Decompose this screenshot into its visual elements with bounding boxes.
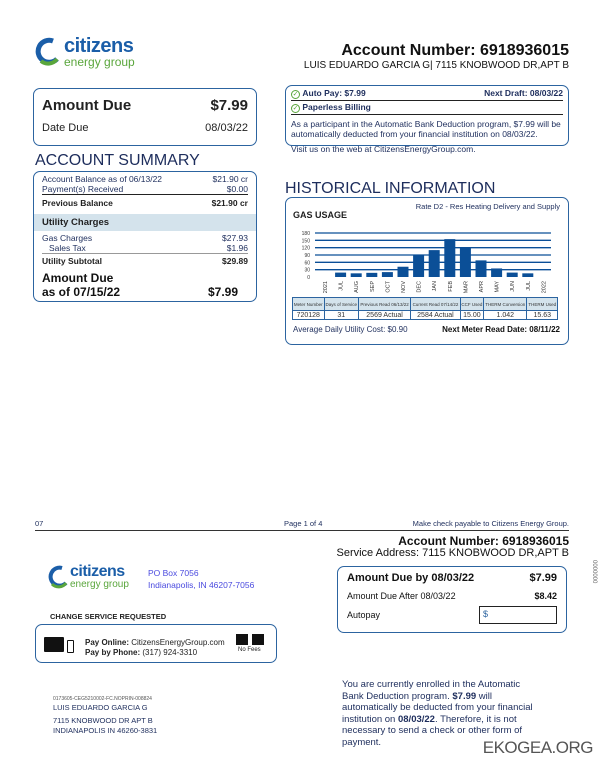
previous-balance-value: $21.90 cr	[211, 198, 248, 208]
table-header: THERM Used	[527, 298, 558, 311]
autopay-amount-input[interactable]: $	[479, 606, 557, 624]
table-cell: 720128	[293, 311, 325, 320]
bar-jul	[522, 273, 533, 277]
logo-sub: energy group	[70, 579, 129, 590]
bar-sep	[366, 273, 377, 277]
amount-due-value: $7.99	[210, 97, 248, 114]
x-tick-label: JAN	[432, 281, 439, 292]
x-tick-label: SEP	[369, 281, 376, 293]
no-fees: No Fees	[238, 647, 261, 653]
phone-icon	[67, 640, 74, 653]
next-meter-read: Next Meter Read Date: 08/11/22	[442, 325, 560, 334]
change-service: CHANGE SERVICE REQUESTED	[50, 612, 167, 621]
enroll-amount: $7.99	[452, 690, 477, 702]
gas-usage-title: GAS USAGE	[293, 210, 348, 220]
pay-info	[85, 638, 225, 658]
gas-charges-label: Gas Charges	[42, 233, 93, 243]
date-due-value: 08/03/22	[205, 122, 248, 134]
enroll-text: . Therefore, it is not necessary to send a check or other form of payment.	[342, 713, 523, 748]
table-cell: 15.63	[527, 311, 558, 320]
subtotal-label: Utility Subtotal	[42, 256, 102, 266]
bar-nov	[398, 267, 409, 277]
payable-note: Make check payable to Citizens Energy Group.	[412, 519, 569, 528]
bar-jan	[429, 250, 440, 277]
meter-table	[292, 297, 558, 320]
x-tick-label: JUN	[510, 281, 517, 292]
enroll-text: You are currently enrolled in the Automatic Bank Deduction program.	[342, 679, 521, 702]
pay-online-label: Pay Online:	[85, 638, 130, 647]
payments-label: Payment(s) Received	[42, 184, 124, 194]
avg-daily-cost: Average Daily Utility Cost: $0.90	[293, 325, 408, 334]
bar-mar	[460, 248, 471, 277]
previous-balance-label: Previous Balance	[42, 198, 113, 208]
due-after-value: $8.42	[534, 591, 557, 601]
rate-label: Rate D2 - Res Heating Delivery and Supply	[415, 202, 560, 211]
logo-mark-icon	[35, 37, 61, 67]
bar-apr	[476, 260, 487, 277]
address-name: LUIS EDUARDO GARCIA G	[53, 703, 148, 712]
amount-due-box	[33, 88, 257, 146]
date-due-label: Date Due	[42, 122, 89, 134]
po-box	[148, 567, 254, 591]
y-tick-label: 150	[301, 238, 310, 245]
x-tick-label: NOV	[401, 281, 407, 293]
bar-oct	[382, 272, 393, 277]
due-after-label: Amount Due After 08/03/22	[347, 591, 456, 601]
y-tick-label: 90	[304, 253, 310, 259]
x-tick-label: JUL	[338, 281, 345, 291]
sales-tax-label: Sales Tax	[49, 243, 86, 253]
y-tick-label: 0	[307, 275, 310, 281]
table-cell: 15.00	[460, 311, 483, 320]
table-cell: 1.042	[484, 311, 527, 320]
amount-due-date: as of 07/15/22	[42, 285, 121, 299]
table-header: Previous Read 06/13/22	[358, 298, 410, 311]
stub-logo	[48, 564, 129, 590]
x-tick-label: OCT	[385, 281, 392, 293]
x-tick-label: APR	[479, 281, 485, 293]
autopay-label: Auto Pay: $7.99	[302, 88, 366, 98]
address-city: INDIANAPOLIS IN 46260-3831	[53, 726, 158, 735]
logo-word: citizens	[70, 563, 125, 580]
mailing-address	[53, 703, 157, 736]
x-tick-label: 2021	[323, 281, 329, 294]
bar-aug	[351, 273, 362, 277]
balance-label: Account Balance as of 06/13/22	[42, 174, 163, 184]
customer-name-address: LUIS EDUARDO GARCIA G| 7115 KNOBWOOD DR,APT B	[303, 60, 569, 71]
side-code: 0000000	[591, 560, 597, 584]
amount-due-total: $7.99	[207, 285, 238, 299]
historical-title: HISTORICAL INFORMATION	[285, 180, 496, 197]
x-tick-label: AUG	[354, 281, 361, 293]
check-icon: ✓	[292, 105, 299, 112]
x-tick-label: DEC	[416, 281, 423, 293]
y-tick-label: 120	[301, 245, 310, 252]
table-header: Meter Number	[293, 298, 325, 311]
y-tick-label: 180	[301, 231, 310, 237]
table-cell: 31	[324, 311, 358, 320]
autopay-label: Autopay	[347, 610, 381, 620]
utility-charges-header: Utility Charges	[34, 214, 256, 231]
x-tick-label: JUL	[525, 281, 532, 291]
enroll-text: will automatically be deducted from your financial institution on	[342, 690, 533, 725]
divider	[35, 530, 569, 531]
bar-jul	[335, 273, 346, 277]
pay-online-link[interactable]: CitizensEnergyGroup.com	[131, 638, 225, 647]
table-header: CCF Used	[460, 298, 483, 311]
pay-phone-label: Pay by Phone:	[85, 648, 141, 657]
x-tick-label: MAR	[463, 281, 470, 294]
check-card-icon	[236, 634, 266, 645]
amount-due-label: Amount Due	[42, 97, 132, 114]
logo-word: citizens	[64, 35, 134, 57]
service-address: Service Address: 7115 KNOBWOOD DR,APT B	[336, 547, 569, 559]
gas-charges-value: $27.93	[222, 233, 248, 243]
table-header: THERM Conversion	[484, 298, 527, 311]
table-header: Current Read 07/14/22	[411, 298, 461, 311]
balance-value: $21.90 cr	[212, 174, 248, 184]
account-summary-title: ACCOUNT SUMMARY	[35, 152, 200, 169]
payments-value: $0.00	[226, 184, 248, 194]
autopay-box	[285, 85, 569, 154]
bar-dec	[413, 255, 424, 277]
po-box-line1: PO Box 7056	[148, 568, 199, 578]
barcode-line: 0173605-CEG5210002-FC.NOPRIN-008824	[53, 696, 152, 702]
autopay-message: As a participant in the Automatic Bank Deduction program, $7.99 will be automatically deducted from your financial institution on 08/03/22.	[291, 119, 561, 139]
enroll-date: 08/03/22	[397, 713, 435, 725]
company-logo	[35, 36, 135, 68]
stub-amount-box	[337, 566, 567, 633]
pay-phone-number[interactable]: (317) 924-3310	[142, 648, 198, 657]
account-summary-box	[33, 171, 257, 302]
bar-feb	[444, 239, 455, 277]
next-draft: Next Draft: 08/03/22	[484, 88, 563, 98]
due-by-value: $7.99	[529, 572, 557, 584]
x-tick-label: MAY	[494, 281, 501, 293]
y-tick-label: 60	[304, 260, 310, 267]
amount-due-as-of-label: Amount Due	[42, 271, 114, 285]
paperless-label: Paperless Billing	[302, 102, 371, 112]
table-cell: 2569 Actual	[358, 311, 410, 320]
computer-phone-icon	[44, 637, 64, 652]
y-tick-label: 30	[304, 267, 310, 274]
visit-link[interactable]: Visit us on the web at CitizensEnergyGroup.com.	[291, 144, 476, 154]
check-icon: ✓	[292, 91, 299, 98]
page-number: Page 1 of 4	[284, 519, 323, 528]
sales-tax-value: $1.96	[226, 243, 248, 253]
bar-may	[491, 268, 502, 277]
subtotal-value: $29.89	[222, 256, 248, 266]
gas-usage-chart	[285, 228, 565, 296]
po-box-line2: Indianapolis, IN 46207-7056	[148, 580, 255, 590]
account-number: Account Number: 6918936015	[341, 42, 569, 59]
bar-jun	[507, 273, 518, 277]
stub-account-number: Account Number: 6918936015	[398, 534, 569, 548]
logo-sub: energy group	[64, 55, 135, 69]
table-cell: 2584 Actual	[411, 311, 461, 320]
address-street: 7115 KNOBWOOD DR APT B	[53, 716, 153, 725]
footer-code: 07	[35, 519, 44, 528]
x-tick-label: 2022	[541, 281, 548, 294]
watermark: EKOGEA.ORG	[482, 738, 593, 757]
logo-mark-icon	[48, 565, 68, 589]
due-by-label: Amount Due by 08/03/22	[347, 572, 475, 584]
x-tick-label: FEB	[447, 281, 454, 292]
table-header: Days of Service	[324, 298, 358, 311]
